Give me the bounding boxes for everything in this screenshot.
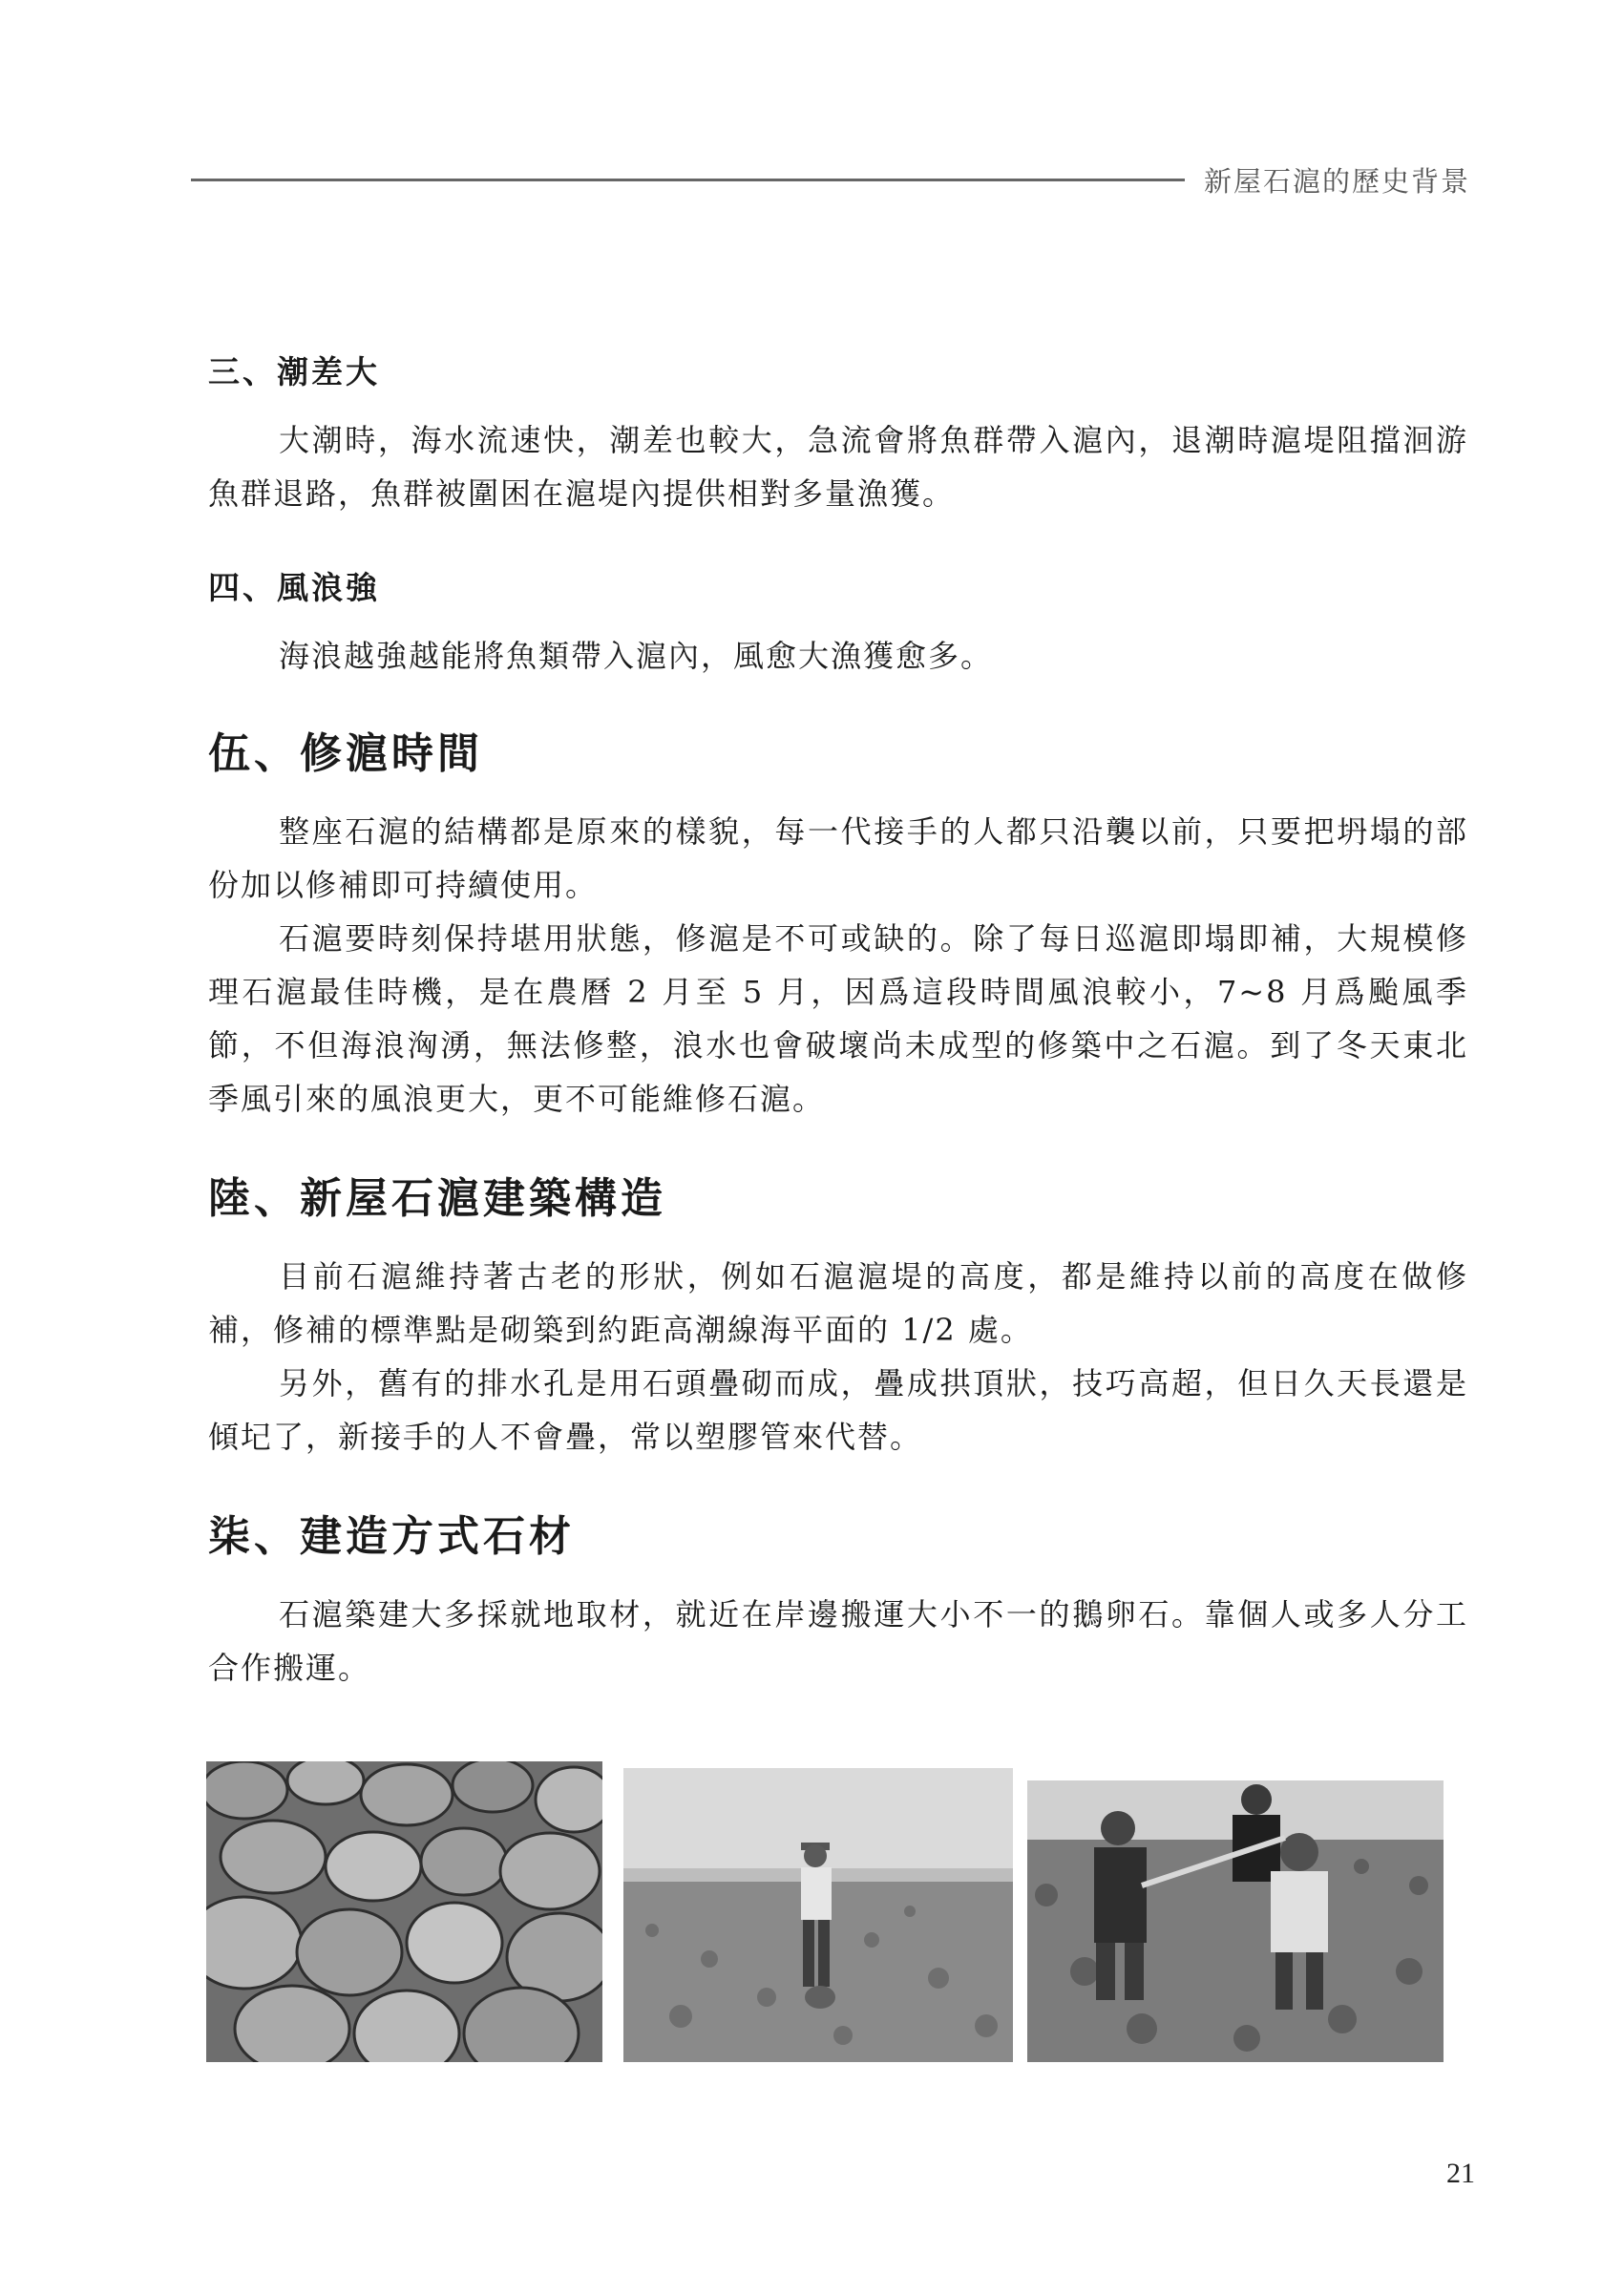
paragraph: 大潮時，海水流速快，潮差也較大，急流會將魚群帶入滬內，退潮時滬堤阻擋洄游魚群退路，魚群被圍困在滬堤內提供相對多量漁獲。	[208, 422, 1468, 512]
paragraph: 海浪越強越能將魚類帶入滬內，風愈大漁獲愈多。	[279, 638, 994, 674]
photo-cobblestones	[206, 1761, 602, 2062]
page-body	[208, 348, 1468, 1695]
paragraph: 目前石滬維持著古老的形狀，例如石滬滬堤的高度，都是維持以前的高度在做修補，修補的標準點是砌築到約距高潮線海平面的 1/2 處。	[208, 1258, 1468, 1348]
page-number: 21	[1446, 2158, 1475, 2189]
section-heading-4: 四、風浪強	[208, 569, 380, 606]
section-heading-5: 伍、修滬時間	[208, 729, 483, 778]
paragraph: 整座石滬的結構都是原來的樣貌，每一代接手的人都只沿襲以前，只要把坍塌的部份加以修補即可持續使用。	[208, 813, 1468, 903]
photo-people-carrying-stones	[1027, 1780, 1444, 2062]
paragraph: 另外，舊有的排水孔是用石頭疊砌而成，疊成拱頂狀，技巧高超，但日久天長還是傾圮了，新接手的人不會疊，常以塑膠管來代替。	[208, 1365, 1468, 1455]
running-header	[191, 160, 1470, 200]
section-heading-7: 柒、建造方式石材	[208, 1512, 575, 1561]
section-heading-3: 三、潮差大	[208, 353, 380, 390]
paragraph: 石滬築建大多採就地取材，就近在岸邊搬運大小不一的鵝卵石。靠個人或多人分工合作搬運。	[208, 1596, 1468, 1686]
header-rule	[191, 179, 1185, 181]
paragraph: 石滬要時刻保持堪用狀態，修滬是不可或缺的。除了每日巡滬即塌即補，大規模修理石滬最佳時機，是在農曆 2 月至 5 月，因爲這段時間風浪較小，7~8 月爲颱風季節，不但海浪洶湧，無法修整，浪水也會破壞尚未成型的修築中之石滬。到了冬天東北季風引來的風浪更大，更不可能維修石滬。	[208, 920, 1468, 1117]
photo-man-on-beach	[623, 1768, 1013, 2062]
photo-strip	[206, 1761, 1444, 2062]
running-title: 新屋石滬的歷史背景	[1203, 165, 1470, 198]
section-heading-6: 陸、新屋石滬建築構造	[208, 1174, 666, 1223]
